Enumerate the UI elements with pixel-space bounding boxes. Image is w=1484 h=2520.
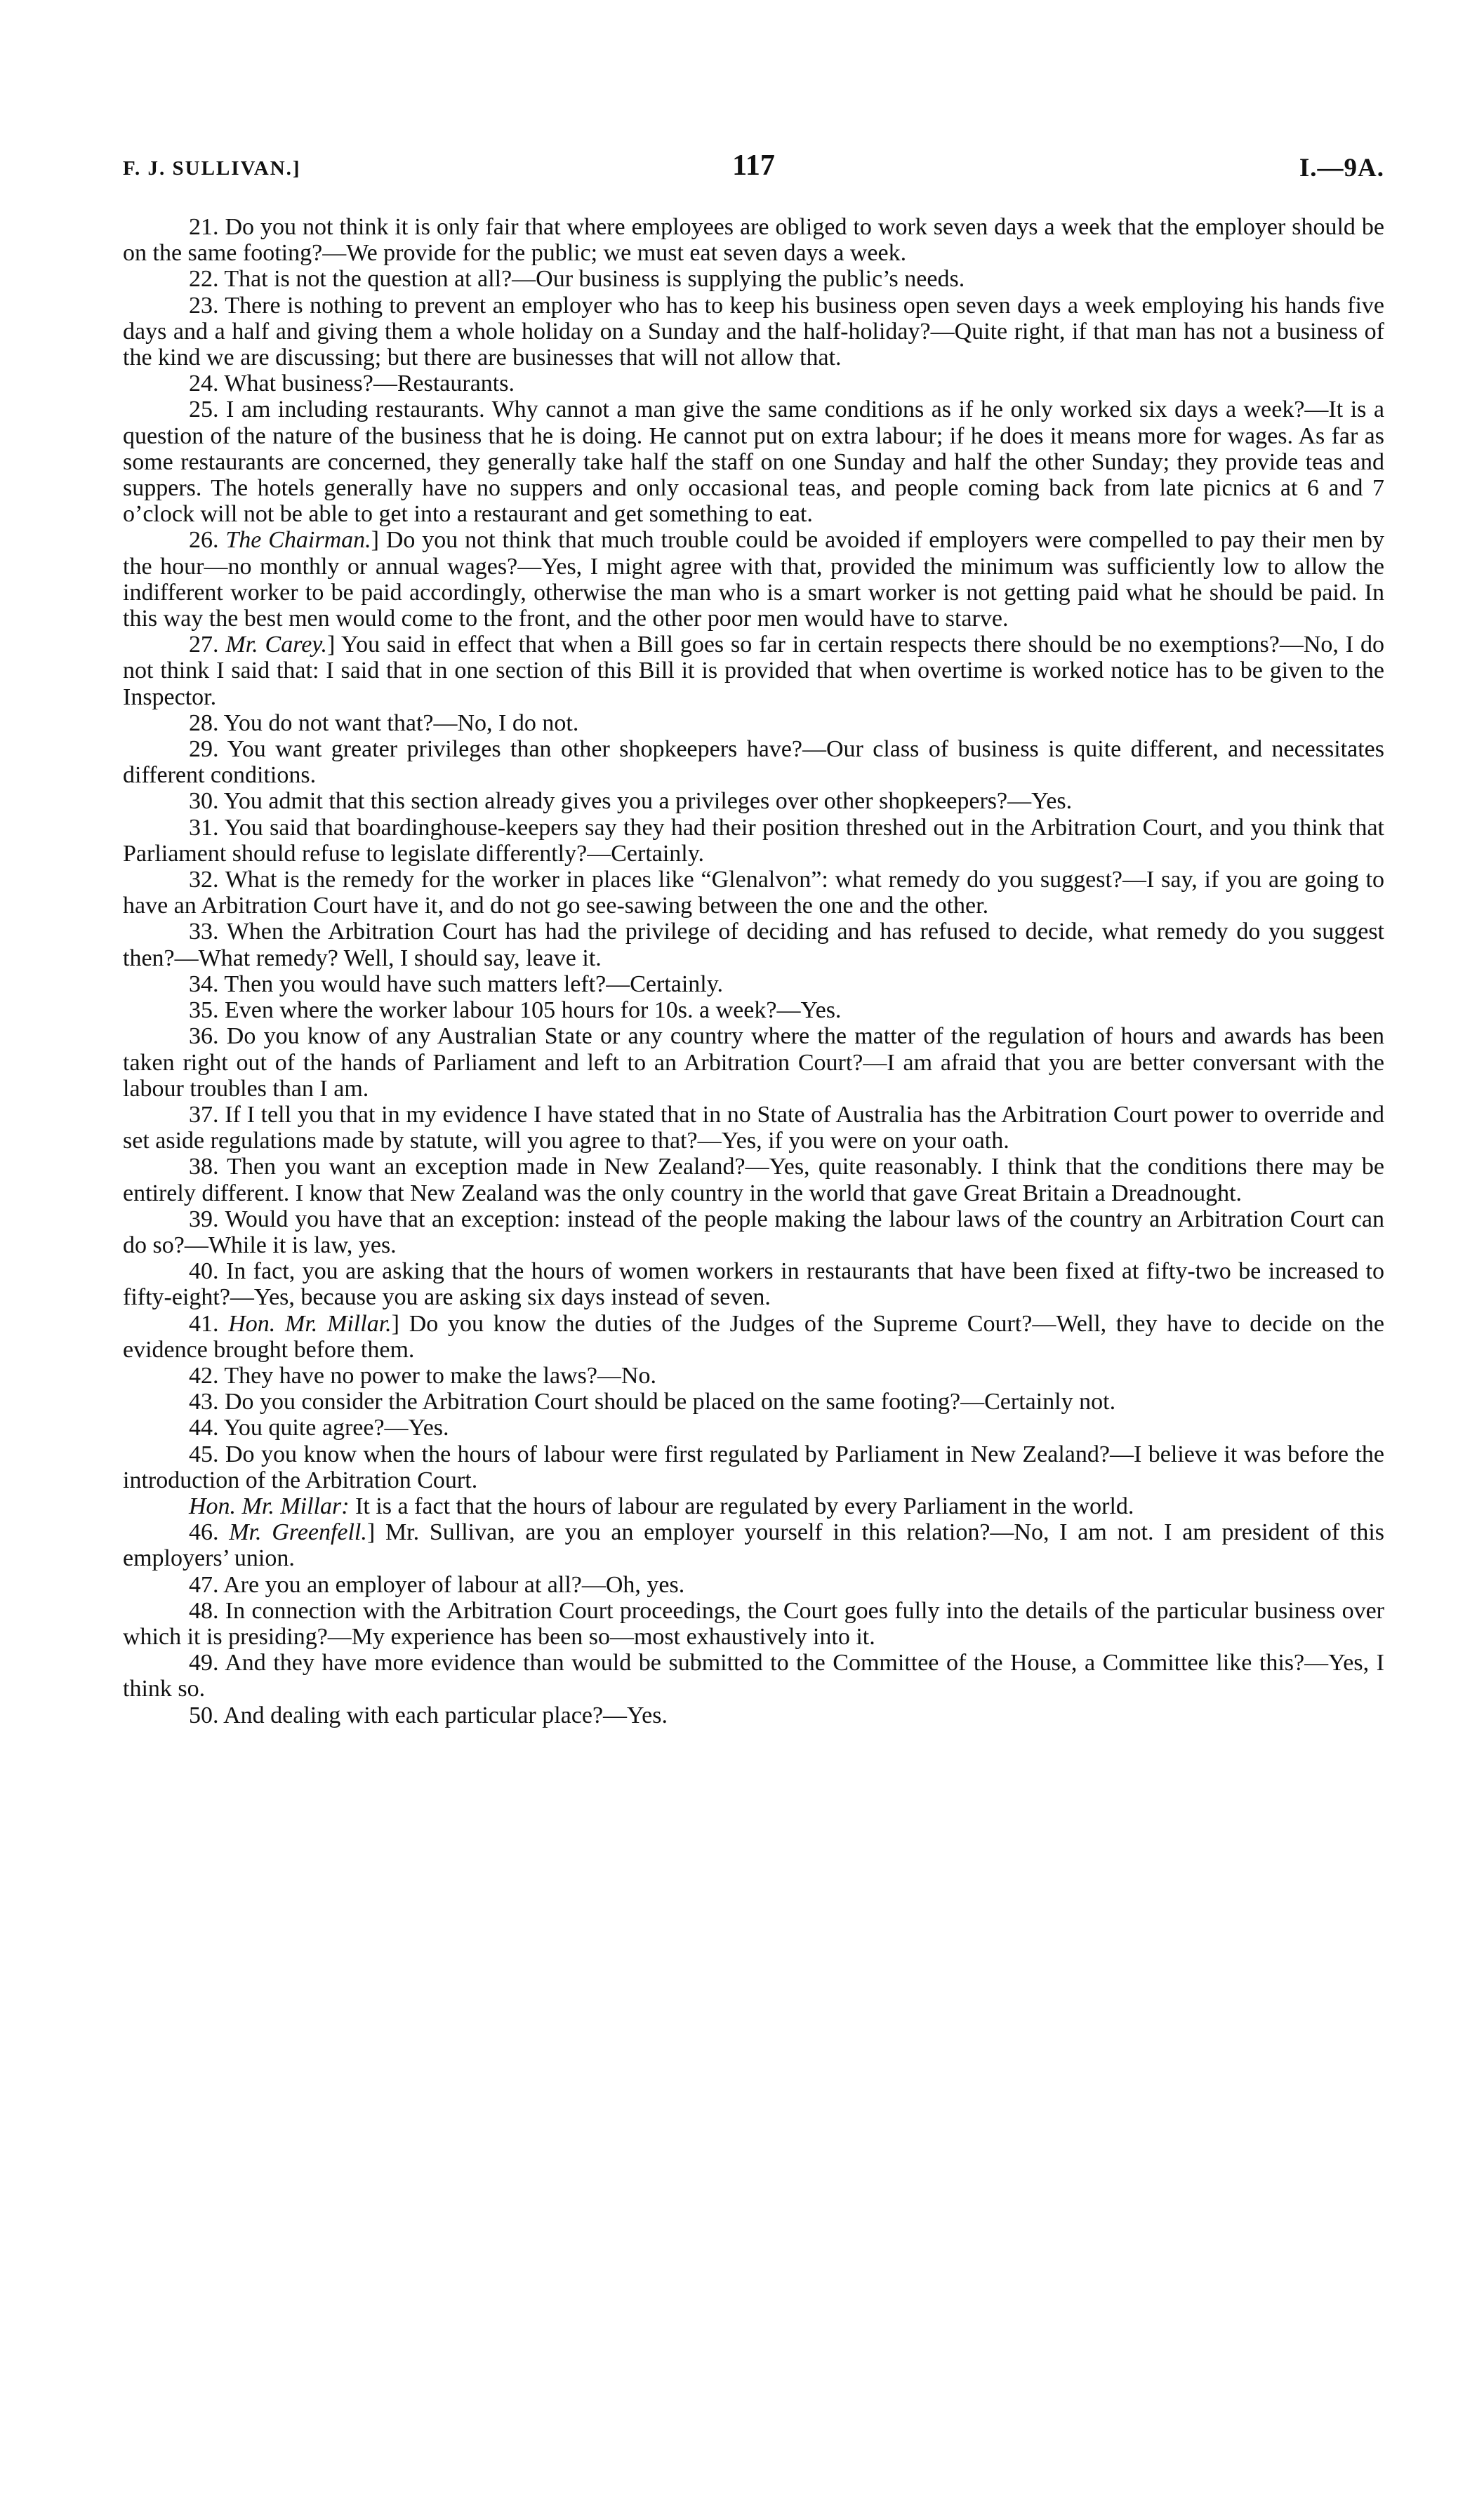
page-header bbox=[123, 149, 1384, 191]
speaker-name: The Chairman. bbox=[225, 527, 371, 554]
paragraph-p44: 44. You quite agree?—Yes. bbox=[189, 1415, 449, 1441]
paragraph-p33: 33. When the Arbitration Court has had the privilege of deciding and has refused to decide, what remedy do you suggest then?—What remedy? Well, I should say, leave it. bbox=[123, 919, 1384, 971]
paragraph-p41 bbox=[123, 1311, 1384, 1363]
paragraph-p47: 47. Are you an employer of labour at all?—Oh, yes. bbox=[189, 1571, 685, 1598]
paragraph-pmillar bbox=[123, 1493, 1384, 1519]
paragraph-text: It is a fact that the hours of labour are regulated by every Parliament in the world. bbox=[349, 1493, 1134, 1519]
paragraph-text: ] Mr. Sullivan, are you an employer yourself in this relation?—No, I am not. I am president of this employers’ union. bbox=[123, 1519, 1385, 1572]
paragraph-p38: 38. Then you want an exception made in New Zealand?—Yes, quite reasonably. I think that the conditions there may be entirely different. I know that New Zealand was the only country in the world that gave Great Britain a Dreadnought. bbox=[123, 1154, 1384, 1206]
paper-reference: I.—9A. bbox=[1299, 154, 1384, 182]
paragraph-text: ] Do you know the duties of the Judges of the Supreme Court?—Well, they have to decide on the evidence brought before them. bbox=[123, 1310, 1385, 1363]
paragraph-text: ] Do you not think that much trouble could be avoided if employers were compelled to pay their men by the hour—no monthly or annual wages?—Yes, I might agree with that, provided the minimum was sufficiently low to allow the indifferent worker to be paid accordingly, otherwise the man who is a smart worker is not getting paid what he should be paid. In this way the best men would come to the front, and the other poor men would have to starve. bbox=[123, 527, 1384, 632]
paragraph-p37: 37. If I tell you that in my evidence I have stated that in no State of Australia has the Arbitration Court power to override and set aside regulations made by statute, will you agree to that?—Yes, if you were on your oath. bbox=[123, 1101, 1384, 1154]
question-number: 46. bbox=[189, 1519, 230, 1546]
paragraph-p40: 40. In fact, you are asking that the hours of women workers in restaurants that have been fixed at fifty-two be increased to fifty-eight?—Yes, because you are asking six days instead of seven. bbox=[123, 1258, 1384, 1311]
question-number: 26. bbox=[189, 527, 226, 554]
page-body bbox=[123, 214, 1384, 1728]
paragraph-p48: 48. In connection with the Arbitration Court proceedings, the Court goes fully into the details of the particular business over which it is presiding?—My experience has been so—most exhaustively into it. bbox=[123, 1597, 1384, 1650]
paragraph-p30: 30. You admit that this section already gives you a privileges over other shopkeepers?—Yes. bbox=[189, 788, 1073, 815]
paragraph-p24: 24. What business?—Restaurants. bbox=[189, 371, 515, 397]
paragraph-p49: 49. And they have more evidence than would be submitted to the Committee of the House, a Committee like this?—Yes, I think so. bbox=[123, 1650, 1384, 1702]
paragraph-p50: 50. And dealing with each particular place?—Yes. bbox=[189, 1702, 668, 1728]
paragraph-p22: 22. That is not the question at all?—Our business is supplying the public’s needs. bbox=[189, 266, 965, 293]
paragraph-p21: 21. Do you not think it is only fair that where employees are obliged to work seven days a week that the employer should be on the same footing?—We provide for the public; we must eat seven days a week. bbox=[123, 214, 1384, 267]
paragraph-p43: 43. Do you consider the Arbitration Court should be placed on the same footing?—Certainly not. bbox=[189, 1389, 1116, 1415]
paragraph-p45: 45. Do you know when the hours of labour were first regulated by Parliament in New Zealand?—I believe it was before the introduction of the Arbitration Court. bbox=[123, 1441, 1384, 1493]
paragraph-p35: 35. Even where the worker labour 105 hours for 10s. a week?—Yes. bbox=[189, 997, 842, 1024]
paragraph-p28: 28. You do not want that?—No, I do not. bbox=[189, 709, 579, 736]
paragraph-text: ] You said in effect that when a Bill goes so far in certain respects there should be no exemptions?—No, I do not think I said that: I said that in one section of this Bill it is provided that when overtime is worked notice has to be given to the Inspector. bbox=[123, 632, 1385, 710]
paragraph-p25: 25. I am including restaurants. Why cannot a man give the same conditions as if he only worked six days a week?—It is a question of the nature of the business that he is doing. He cannot put on extra labour; if he does it means more for wages. As far as some restaurants are concerned, they generally take half the staff on one Sunday and half the other Sunday; they provide teas and suppers. The hotels generally have no suppers and only occasional teas, and people coming back from late picnics at 6 and 7 o’clock will not be able to get into a restaurant and get something to eat. bbox=[123, 396, 1384, 528]
page-number: 117 bbox=[732, 149, 775, 182]
paragraph-p23: 23. There is nothing to prevent an employer who has to keep his business open seven days a week employing his hands five days and a half and giving them a whole holiday on a Sunday and the half-holiday?—Quite right, if that man has not a business of the kind we are discussing; but there are businesses that will not allow that. bbox=[123, 292, 1384, 371]
paragraph-p32: 32. What is the remedy for the worker in places like “Glenalvon”: what remedy do you suggest?—I say, if you are going to have an Arbitration Court have it, and do not go see-sawing between the one and the other. bbox=[123, 867, 1384, 919]
question-number: 41. bbox=[189, 1310, 229, 1337]
speaker-name: Mr. Greenfell. bbox=[229, 1519, 367, 1546]
speaker-name: Mr. Carey. bbox=[225, 632, 328, 658]
paragraph-p27 bbox=[123, 632, 1384, 710]
witness-name: F. J. SULLIVAN.] bbox=[123, 157, 301, 180]
paragraph-p42: 42. They have no power to make the laws?—No. bbox=[189, 1362, 656, 1389]
speaker-name: Hon. Mr. Millar. bbox=[228, 1310, 392, 1337]
speaker-name: Hon. Mr. Millar: bbox=[189, 1493, 350, 1519]
paragraph-p34: 34. Then you would have such matters left?—Certainly. bbox=[189, 971, 724, 997]
question-number: 27. bbox=[189, 632, 226, 658]
paragraph-p36: 36. Do you know of any Australian State or any country where the matter of the regulation of hours and awards has been taken right out of the hands of Parliament and left to an Arbitration Court?—I am afraid that you are better conversant with the labour troubles than I am. bbox=[123, 1023, 1384, 1102]
paragraph-p31: 31. You said that boardinghouse-keepers say they had their position threshed out in the Arbitration Court, and you think that Parliament should refuse to legislate differently?—Certainly. bbox=[123, 814, 1384, 867]
paragraph-p39: 39. Would you have that an exception: instead of the people making the labour laws of the country an Arbitration Court can do so?—While it is law, yes. bbox=[123, 1206, 1384, 1258]
paragraph-p46 bbox=[123, 1519, 1384, 1571]
paragraph-p29: 29. You want greater privileges than other shopkeepers have?—Our class of business is quite different, and necessitates different conditions. bbox=[123, 736, 1384, 789]
paragraph-p26 bbox=[123, 527, 1384, 632]
